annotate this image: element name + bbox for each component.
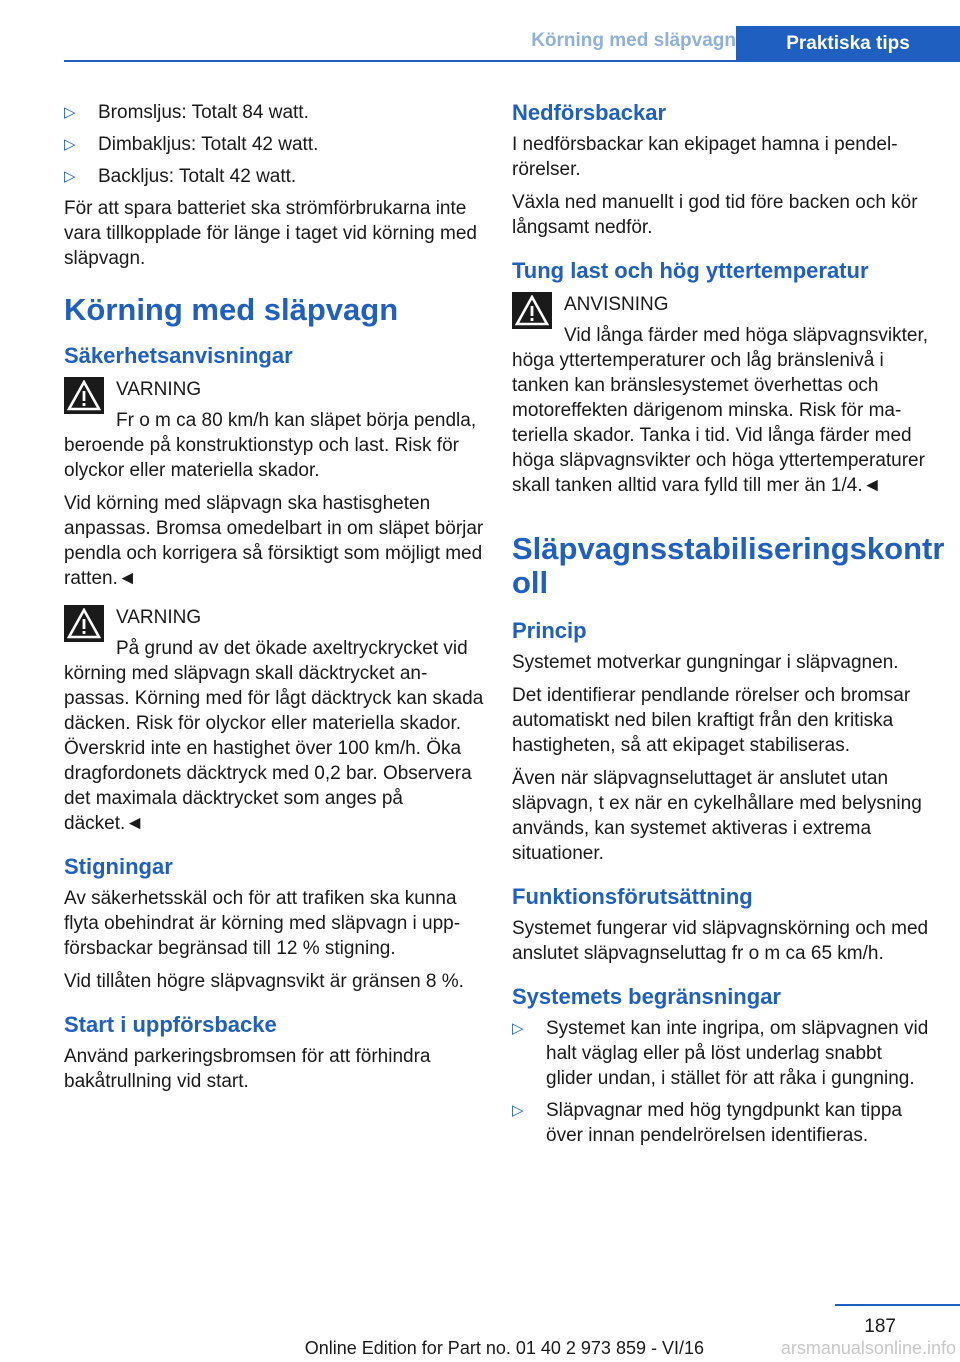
descent-paragraph-1: I nedförsbackar kan ekipaget hamna i pendelrörelser. xyxy=(512,134,898,180)
climb-paragraph-1: Av säkerhetsskäl och för att trafiken ska kunna flyta obehindrat är körning med släpvagn i uppförsbackar begränsad till 12 % stigning. xyxy=(64,888,461,959)
heading-function: Funktionsförutsättning xyxy=(512,884,753,909)
principle-paragraph-2: Det identifierar pendlande rörelser och bromsar automatiskt ned bilen kraftigt från den kritiska hastigheten, så att ekipaget stabiliseras. xyxy=(512,685,911,756)
warning-block-2 xyxy=(64,605,484,836)
header-rule xyxy=(64,60,960,62)
warning-text: Fr o m ca 80 km/h kan släpet börja pendla, beroende på konstruktionstyp och last. Risk för olyckor eller materiella skador. xyxy=(64,410,477,481)
list-item: ▷ Dimbakljus: Totalt 42 watt. xyxy=(64,134,319,155)
footer-rule xyxy=(835,1304,960,1306)
climb-paragraph-2: Vid tillåten högre släpvagnsvikt är gränsen 8 %. xyxy=(64,971,464,992)
heading-principle: Princip xyxy=(512,618,587,643)
right-column xyxy=(512,100,945,1155)
header-chapter-tab: Praktiska tips xyxy=(736,26,960,62)
limits-bullets xyxy=(512,1016,932,1148)
list-item: ▷ Släpvagnar med hög tyngdpunkt kan tippa över innan pendelrörelsen identifieras. xyxy=(512,1100,902,1146)
warning-triangle-icon xyxy=(64,605,104,642)
notice-text: Vid långa färder med höga släpvagnsvikter, höga yttertemperaturer och låg bränslenivå i tanken kan bränslesystemet överhettas och motoreffekten därigenom minska. Risk för materiella skador. Tanka i tid. Vid långa färder med höga släpvagnsvikter och höga yttertemperaturer skall tanken alltid vara fylld till mer än 1/4.◄ xyxy=(512,325,929,496)
notice-block xyxy=(512,292,932,498)
triangle-right-icon: ▷ xyxy=(512,1102,524,1119)
warning-label: VARNING xyxy=(116,607,202,628)
function-paragraph: Systemet fungerar vid släpvagnskörning och med anslutet släpvagnseluttag fr o m ca 65 km/h. xyxy=(512,918,929,964)
heading-safety: Säkerhetsanvisningar xyxy=(64,343,293,368)
heading-hill-start: Start i uppförsbacke xyxy=(64,1012,277,1037)
warning-triangle-icon xyxy=(64,377,104,414)
list-item: ▷ Backljus: Totalt 42 watt. xyxy=(64,166,297,187)
heading-heavy-load: Tung last och hög yttertemperatur xyxy=(512,258,869,283)
hill-start-paragraph: Använd parkeringsbromsen för att förhindra bakåtrullning vid start. xyxy=(64,1046,431,1092)
list-item: ▷ Bromsljus: Totalt 84 watt. xyxy=(64,102,309,123)
battery-paragraph: För att spara batteriet ska strömförbrukarna inte vara tillkopplade för länge i taget vid körning med släpvagn. xyxy=(64,198,477,269)
page-header xyxy=(64,26,960,62)
light-bullets xyxy=(64,100,484,189)
triangle-right-icon: ▷ xyxy=(64,168,76,185)
triangle-right-icon: ▷ xyxy=(512,1020,524,1037)
principle-paragraph-1: Systemet motverkar gungningar i släpvagnen. xyxy=(512,652,899,673)
section-title-stabilization: Släpvagnsstabiliseringskontr oll xyxy=(512,531,945,600)
triangle-right-icon: ▷ xyxy=(64,104,76,121)
watermark: arsmanualsonline.info xyxy=(780,1338,956,1358)
notice-label: ANVISNING xyxy=(564,294,669,315)
heading-limits: Systemets begränsningar xyxy=(512,984,781,1009)
warning-triangle-icon xyxy=(512,292,552,329)
principle-paragraph-3: Även när släpvagnseluttaget är anslutet utan släpvagn, t ex när en cykelhållare med belysning används, kan systemet aktiveras i extrema situationer. xyxy=(512,768,922,864)
page-number: 187 xyxy=(864,1316,896,1337)
online-edition-note: Online Edition for Part no. 01 40 2 973 859 - VI/16 xyxy=(304,1338,704,1358)
heading-descents: Nedförsbackar xyxy=(512,100,667,125)
triangle-right-icon: ▷ xyxy=(64,136,76,153)
warning-label: VARNING xyxy=(116,379,202,400)
header-section-title: Körning med släpvagn xyxy=(531,30,736,51)
list-item: ▷ Systemet kan inte ingripa, om släpvagnen vid halt väglag eller på löst underlag snabbt glider undan, i stället för att råka i gungning. xyxy=(512,1018,929,1089)
warning-text: På grund av det ökade axeltryckrycket vid körning med släpvagn skall däcktrycket anpassas. Körning med för lågt däcktryck kan skada däcken. Risk för olyckor eller materiella skador. Överskrid inte en hastighet över 100 km/h. Öka dragfordonets däcktryck med 0,2 bar. Observera det maximala däcktrycket som anges på däcket.◄ xyxy=(64,638,484,834)
speed-paragraph: Vid körning med släpvagn ska hastisgheten anpassas. Bromsa omedelbart in om släpet börjar pendla och korrigera så försiktigt som möjligt med ratten.◄ xyxy=(64,493,484,589)
left-column xyxy=(64,100,484,1102)
warning-block-1 xyxy=(64,377,484,483)
heading-climbs: Stigningar xyxy=(64,854,173,879)
section-title-trailer: Körning med släpvagn xyxy=(64,292,399,327)
descent-paragraph-2: Växla ned manuellt i god tid före backen och kör långsamt nedför. xyxy=(512,192,918,238)
